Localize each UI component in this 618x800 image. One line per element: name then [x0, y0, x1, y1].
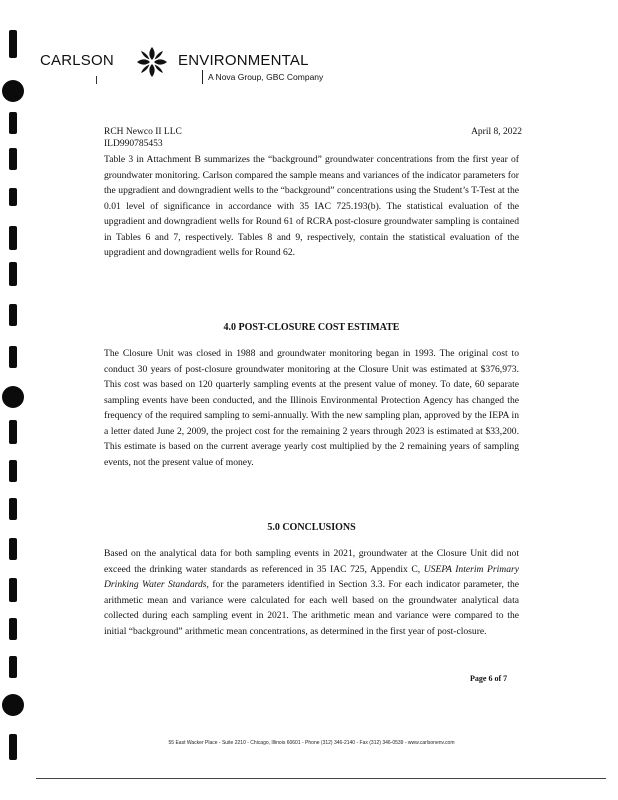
binder-mark: [9, 498, 17, 520]
binder-mark: [9, 226, 17, 250]
letterhead-divider: [202, 70, 203, 84]
binder-mark: [9, 262, 17, 286]
binder-mark: [9, 734, 17, 760]
carlson-logo-icon: [134, 44, 170, 80]
punch-hole: [2, 386, 24, 408]
letter-meta: [104, 126, 522, 150]
binder-mark: [9, 346, 17, 368]
page-number: Page 6 of 7: [470, 674, 508, 683]
footer-address: 55 East Wacker Place - Suite 2210 - Chicago, Illinois 60601 - Phone (312) 346-2140 - Fax (312) 346-0539 - www.carlsonenv.com: [168, 740, 455, 746]
letter-date: April 8, 2022: [471, 127, 522, 137]
conclusions-text-part1: Based on the analytical data for both sampling events in 2021, groundwater at the Closure Unit did not exceed the drinking water standards as referenced in 35 IAC 725, Appendix C,: [104, 548, 519, 575]
company-name-left: CARLSON: [40, 52, 114, 69]
conclusions-standard-title: USEPA Interim Primary Drinking Water Standards: [104, 563, 519, 590]
company-name-right: ENVIRONMENTAL: [178, 52, 309, 69]
client-id: ILD990785453: [104, 139, 163, 149]
binder-mark: [9, 618, 17, 640]
binder-mark: [9, 112, 17, 134]
punch-hole: [2, 694, 24, 716]
binder-mark: [9, 304, 17, 326]
client-name: RCH Newco II LLC: [104, 127, 182, 137]
binder-mark: [9, 30, 17, 58]
paragraph-conclusions: [104, 546, 519, 639]
binder-mark: [9, 148, 17, 170]
binder-mark: [9, 420, 17, 444]
letterhead-tick: [96, 76, 97, 84]
paragraph-cost-estimate: The Closure Unit was closed in 1988 and groundwater monitoring began in 1993. The original cost to conduct 30 years of post-closure groundwater monitoring at the Closure Unit was estimated at $376,973. This cost was based on 120 quarterly sampling events at the present value of money. To date, 60 separate sampling events have been conducted, and the Illinois Environmental Protection Agency has changed the frequency of the required sampling to semi-annually. With the new sampling plan, approved by the IEPA in a letter dated June 2, 2009, the project cost for the remaining 2 years through 2023 is estimated at $33,200. This estimate is based on the current average yearly cost multiplied by the 2 remaining years of sampling events, not the present value of money.: [104, 348, 519, 468]
paragraph-background: Table 3 in Attachment B summarizes the “background” groundwater concentrations from the first year of groundwater monitoring. Carlson compared the sample means and variances of the indicator parameters for the upgradient and downgradient wells to the “background” concentrations using the Student’s T-Test at the 0.01 level of significance in accordance with 35 IAC 725.193(b). The statistical evaluation of the upgradient and downgradient wells for Round 61 of RCRA post-closure groundwater sampling is contained in Tables 6 and 7, respectively. Tables 8 and 9, respectively, contain the statistical evaluation of the upgradient and downgradient wells for Round 62.: [104, 154, 519, 258]
section-heading-cost-estimate: 4.0 POST-CLOSURE COST ESTIMATE: [223, 322, 400, 333]
binder-mark: [9, 188, 17, 206]
binder-mark: [9, 460, 17, 482]
binder-mark: [9, 538, 17, 560]
section-heading-conclusions: 5.0 CONCLUSIONS: [267, 522, 356, 533]
conclusions-text-part2: , for the parameters identified in Section 3.3. For each indicator parameter, the arithmetic mean and variance were calculated for each well based on the groundwater analytical data collected during each sampling event in 2021. The arithmetic mean and variance were compared to the initial “background” arithmetic mean concentrations, as determined in the first year of post-closure.: [104, 579, 519, 637]
punch-hole: [2, 80, 24, 102]
bottom-rule: [36, 778, 606, 779]
company-tagline: A Nova Group, GBC Company: [208, 72, 324, 82]
binder-punch-marks: [0, 0, 30, 800]
binder-mark: [9, 578, 17, 602]
binder-mark: [9, 656, 17, 678]
